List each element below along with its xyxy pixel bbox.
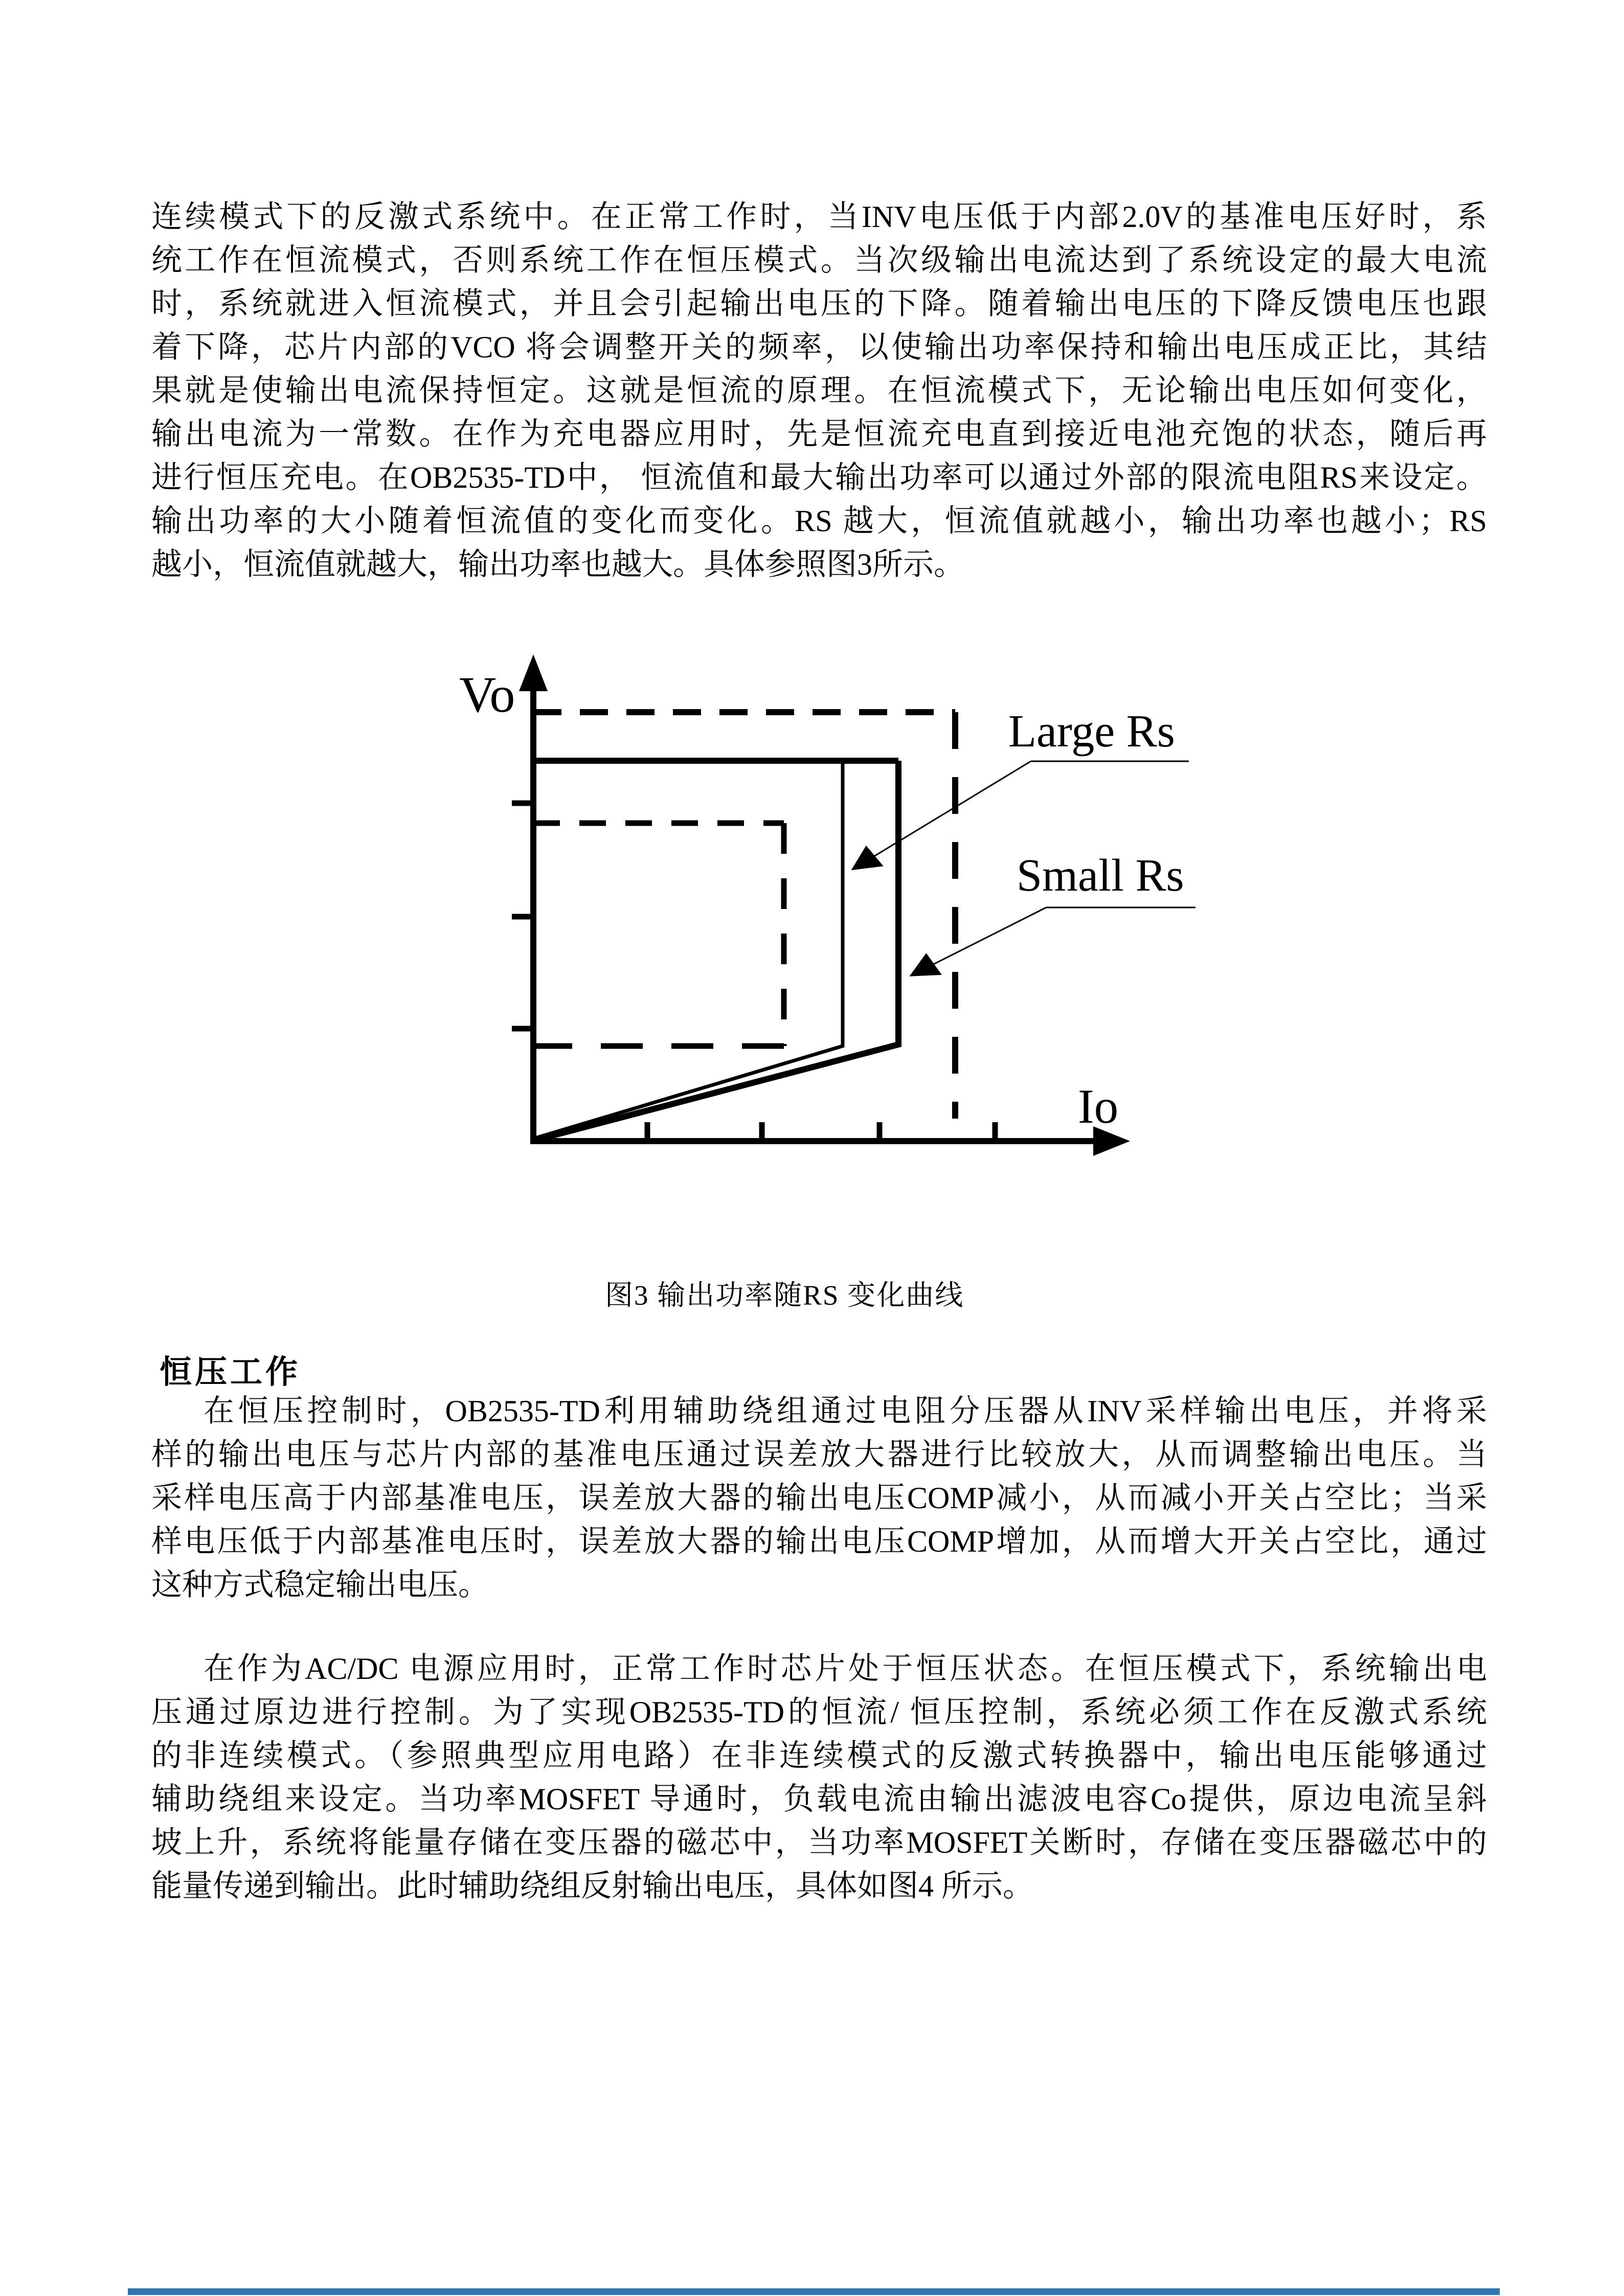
small-rs-label: Small Rs — [1017, 850, 1184, 901]
text-line: 统工作在恒流模式，否则系统工作在恒压模式。当次级输出电流达到了系统设定的最大电流 — [151, 243, 1487, 277]
text-line: 着下降，芯片内部的VCO 将会调整开关的频率，以使输出功率保持和输出电压成正比，其结 — [151, 330, 1487, 364]
vo-axis-label: Vo — [459, 666, 515, 723]
paragraph-cv-operation — [151, 1390, 1487, 1607]
text-line: 输出电流为一常数。在作为充电器应用时，先是恒流充电直到接近电池充饱的状态，随后再 — [151, 417, 1487, 451]
text-line: 采样电压高于内部基准电压，误差放大器的输出电压COMP减小，从而减小开关占空比；当采 — [151, 1481, 1487, 1515]
figure3-caption: 图3 输出功率随RS 变化曲线 — [605, 1280, 964, 1311]
io-axis-label: Io — [1078, 1079, 1119, 1133]
text-line: 果就是使输出电流保持恒定。这就是恒流的原理。在恒流模式下，无论输出电压如何变化， — [151, 374, 1487, 407]
text-line: 压通过原边进行控制。为了实现OB2535-TD的恒流/ 恒压控制，系统必须工作在反激式系统 — [151, 1695, 1487, 1729]
bottom-accent-bar — [128, 2288, 1500, 2295]
text-line: 输出功率的大小随着恒流值的变化而变化。RS 越大，恒流值就越小，输出功率也越小；RS — [151, 504, 1487, 538]
large-rs-curve — [535, 761, 843, 1138]
large-rs-leader-arrow — [853, 761, 1031, 869]
paragraph-acdc-application — [151, 1647, 1487, 1908]
text-line: 这种方式稳定输出电压。 — [151, 1568, 489, 1602]
text-line: 连续模式下的反激式系统中。在正常工作时，当INV电压低于内部2.0V的基准电压好时，系 — [151, 200, 1487, 234]
y-axis-arrow-icon — [519, 654, 548, 691]
paragraph-cc-mode — [151, 195, 1487, 586]
text-line: 在作为AC/DC 电源应用时，正常工作时芯片处于恒压状态。在恒压模式下，系统输出电 — [204, 1652, 1487, 1686]
large-rs-label: Large Rs — [1008, 706, 1175, 757]
text-line: 时，系统就进入恒流模式，并且会引起输出电压的下降。随着输出电压的下降反馈电压也跟 — [151, 287, 1487, 321]
text-line: 能量传递到输出。此时辅助绕组反射输出电压，具体如图4 所示。 — [151, 1869, 1033, 1903]
text-line: 样电压低于内部基准电压时，误差放大器的输出电压COMP增加，从而增大开关占空比，通过 — [151, 1525, 1487, 1558]
small-rs-leader-arrow — [911, 907, 1046, 975]
text-line: 在恒压控制时，OB2535-TD利用辅助绕组通过电阻分压器从INV采样输出电压，并将采 — [204, 1394, 1487, 1428]
text-line: 进行恒压充电。在OB2535-TD中， 恒流值和最大输出功率可以通过外部的限流电阻RS来设定。 — [151, 461, 1487, 494]
text-line: 坡上升，系统将能量存储在变压器的磁芯中，当功率MOSFET关断时，存储在变压器磁芯中的 — [151, 1826, 1487, 1859]
figure3-diagram — [445, 642, 1243, 1158]
text-line: 越小，恒流值就越大，输出功率也越大。具体参照图3所示。 — [151, 548, 964, 581]
section-heading-cv: 恒压工作 — [160, 1354, 301, 1390]
text-line: 辅助绕组来设定。当功率MOSFET 导通时，负载电流由输出滤波电容Co提供，原边电流呈斜 — [151, 1782, 1487, 1816]
text-line: 样的输出电压与芯片内部的基准电压通过误差放大器进行比较放大，从而调整输出电压。当 — [151, 1438, 1487, 1471]
text-line: 的非连续模式。（参照典型应用电路）在非连续模式的反激式转换器中，输出电压能够通过 — [151, 1739, 1487, 1772]
